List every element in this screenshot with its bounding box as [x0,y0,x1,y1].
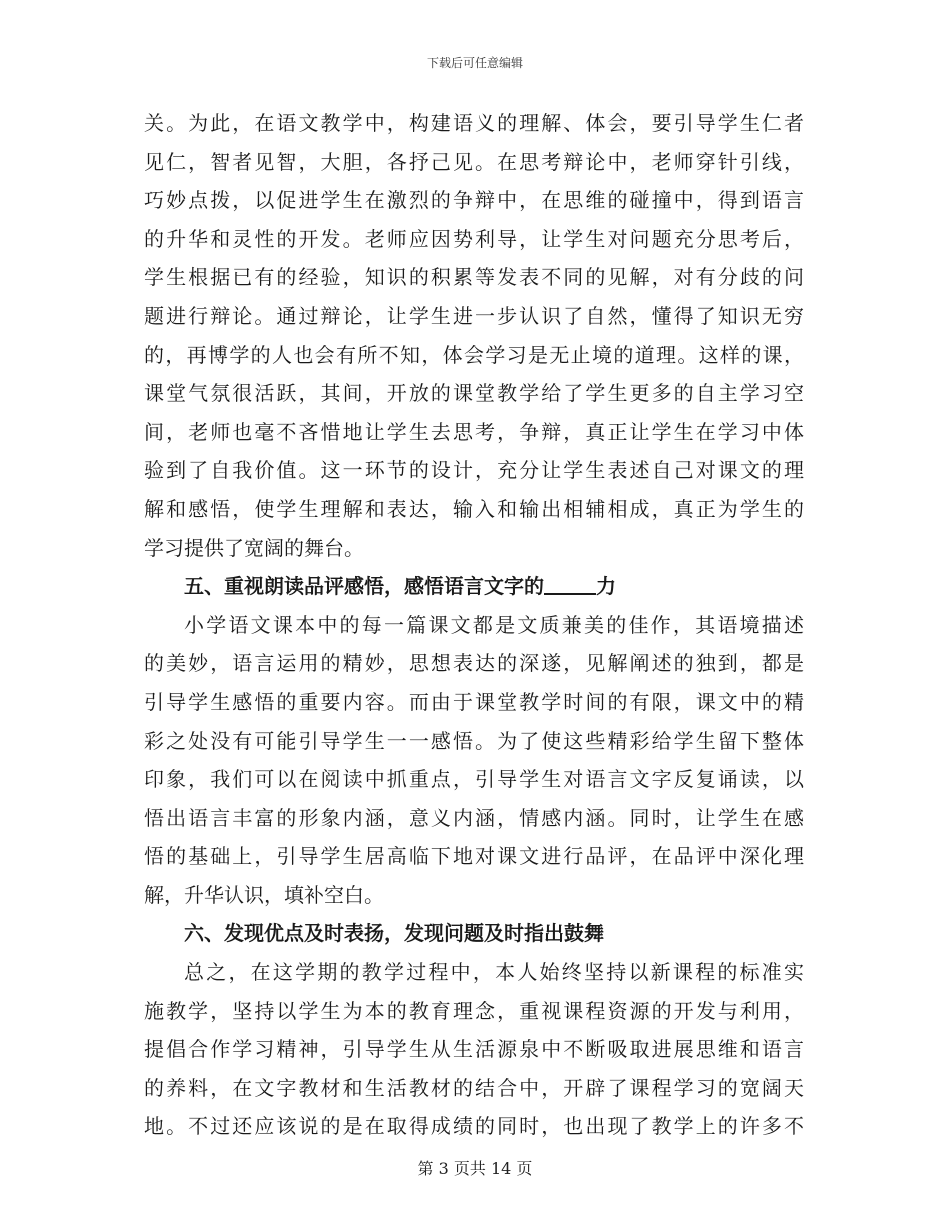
text-line: 关。为此，在语文教学中，构建语义的理解、体会，要引导学生仁者 [144,111,804,135]
text-line: 悟的基础上，引导学生居高临下地对课文进行品评，在品评中深化理 [144,844,804,869]
text-line: 学习提供了宽阔的舞台。 [144,535,364,560]
text-line: 的，再博学的人也会有所不知，体会学习是无止境的道理。这样的课， [144,342,804,367]
text-line: 间，老师也毫不吝惜地让学生去思考，争辩，真正让学生在学习中体 [144,419,804,444]
section-6-heading: 六、发现优点及时表扬，发现问题及时指出鼓舞 [184,921,604,946]
text-line: 解和感悟，使学生理解和表达，输入和输出相辅相成，真正为学生的 [144,496,804,521]
section-5-heading [144,567,804,606]
text-line: 巧妙点拨，以促进学生在激烈的争辩中，在思维的碰撞中，得到语言 [144,188,804,213]
text-line: 课堂气氛很活跃，其间，开放的课堂教学给了学生更多的自主学习空 [144,381,804,406]
text-line: 地。不过还应该说的是在取得成绩的同时，也出现了教学上的许多不 [144,1114,804,1139]
section-5-heading-text: 五、重视朗读品评感悟，感悟语言文字的 [184,574,544,599]
section-6 [144,914,804,1146]
text-line: 施教学，坚持以学生为本的教育理念，重视课程资源的开发与利用， [144,998,804,1023]
text-line: 的养料，在文字教材和生活教材的结合中，开辟了课程学习的宽阔天 [144,1075,804,1100]
text-line: 的升华和灵性的开发。老师应因势利导，让学生对问题充分思考后， [144,226,804,251]
text-line: 解，升华认识，填补空白。 [144,882,384,907]
page-header: 下载后可任意编辑 [426,56,523,70]
section-5-heading-tail: 力 [596,574,616,599]
text-line: 验到了自我价值。这一环节的设计，充分让学生表述自己对课文的理 [144,458,804,483]
text-line: 见仁，智者见智，大胆，各抒己见。在思考辩论中，老师穿针引线， [144,149,804,174]
text-line: 引导学生感悟的重要内容。而由于课堂教学时间的有限，课文中的精 [144,689,804,714]
text-line: 提倡合作学习精神，引导学生从生活源泉中不断吸取进展思维和语言 [144,1037,804,1062]
text-line: 小学语文课本中的每一篇课文都是文质兼美的佳作，其语境描述 [184,612,804,637]
text-line: 总之，在这学期的教学过程中，本人始终坚持以新课程的标准实 [184,960,804,985]
text-line: 的美妙，语言运用的精妙，思想表达的深遂，见解阐述的独到，都是 [144,651,804,676]
page-footer: 第 3 页共 14 页 [417,1159,533,1178]
text-line: 印象，我们可以在阅读中抓重点，引导学生对语言文字反复诵读，以 [144,767,804,792]
section-5 [144,567,804,914]
paragraph-1 [144,104,804,567]
fill-in-blank [544,571,596,595]
text-line: 悟出语言丰富的形象内涵，意义内涵，情感内涵。同时，让学生在感 [144,805,804,830]
text-line: 彩之处没有可能引导学生一一感悟。为了使这些精彩给学生留下整体 [144,728,804,753]
text-line: 题进行辩论。通过辩论，让学生进一步认识了自然，懂得了知识无穷 [144,303,804,328]
document-body [144,104,804,1146]
text-line: 学生根据已有的经验，知识的积累等发表不同的见解，对有分歧的问 [144,265,804,290]
